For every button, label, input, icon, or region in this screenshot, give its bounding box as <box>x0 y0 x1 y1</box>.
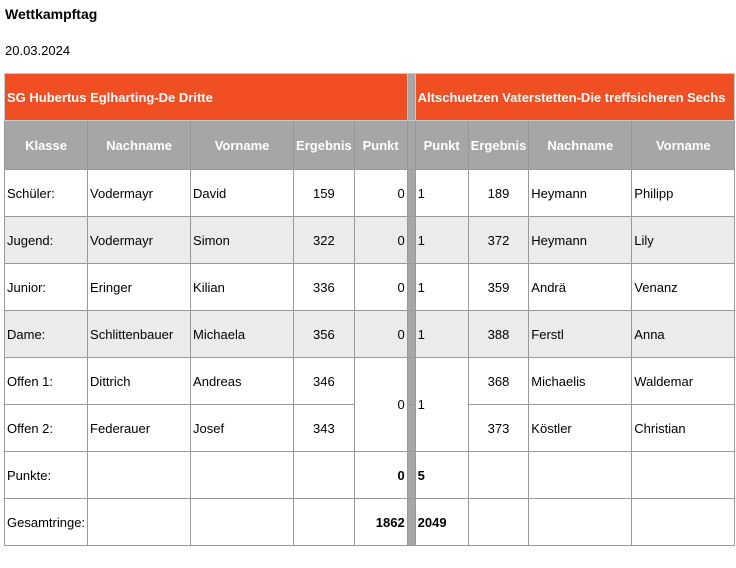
away-punkt-cell: 1 <box>415 217 468 264</box>
home-vorname-cell: Kilian <box>191 264 294 311</box>
home-punkt-cell: 0 <box>354 264 407 311</box>
home-nachname-cell: Dittrich <box>88 358 191 405</box>
page-title: Wettkampftag <box>5 6 98 22</box>
offen-home-punkt-cell: 0 <box>354 358 407 452</box>
away-team-name: Altschuetzen Vaterstetten-Die treffsicheren Sechs <box>415 74 735 121</box>
home-vorname-cell: Michaela <box>191 311 294 358</box>
punkte-label: Punkte: <box>5 452 88 499</box>
away-vorname-cell: Venanz <box>632 264 735 311</box>
home-nachname-cell: Eringer <box>88 264 191 311</box>
column-separator <box>407 452 415 499</box>
home-vorname-cell: David <box>191 170 294 217</box>
home-ergebnis-cell: 159 <box>294 170 355 217</box>
away-nachname-cell: Ferstl <box>529 311 632 358</box>
home-vorname-cell: Simon <box>191 217 294 264</box>
column-header-row <box>5 121 735 170</box>
results-table <box>4 73 735 546</box>
home-ergebnis-cell: 336 <box>294 264 355 311</box>
away-ergebnis-cell: 388 <box>468 311 529 358</box>
match-date: 20.03.2024 <box>5 43 71 58</box>
column-separator <box>407 217 415 264</box>
away-nachname-cell: Heymann <box>529 217 632 264</box>
empty-cell <box>529 499 632 546</box>
empty-cell <box>294 452 355 499</box>
home-vorname-cell: Andreas <box>191 358 294 405</box>
empty-cell <box>191 499 294 546</box>
table-row <box>5 170 735 217</box>
away-nachname-cell: Michaelis <box>529 358 632 405</box>
gesamtringe-label: Gesamtringe: <box>5 499 88 546</box>
home-ergebnis-cell: 346 <box>294 358 355 405</box>
points-row <box>5 452 735 499</box>
away-nachname-cell: Heymann <box>529 170 632 217</box>
away-ergebnis-cell: 372 <box>468 217 529 264</box>
empty-cell <box>294 499 355 546</box>
home-ergebnis-cell: 322 <box>294 217 355 264</box>
away-vorname-cell: Lily <box>632 217 735 264</box>
empty-cell <box>88 452 191 499</box>
klasse-cell: Offen 1: <box>5 358 88 405</box>
table-row <box>5 264 735 311</box>
rings-total-row <box>5 499 735 546</box>
away-punkt-cell: 1 <box>415 311 468 358</box>
klasse-cell: Junior: <box>5 264 88 311</box>
away-vorname-cell: Anna <box>632 311 735 358</box>
header-away-punkt: Punkt <box>415 121 468 170</box>
empty-cell <box>468 499 529 546</box>
away-punkt-cell: 1 <box>415 170 468 217</box>
klasse-cell: Dame: <box>5 311 88 358</box>
column-separator <box>407 170 415 217</box>
header-away-nachname: Nachname <box>529 121 632 170</box>
home-total-rings: 1862 <box>354 499 407 546</box>
home-ergebnis-cell: 356 <box>294 311 355 358</box>
away-vorname-cell: Christian <box>632 405 735 452</box>
home-ergebnis-cell: 343 <box>294 405 355 452</box>
away-vorname-cell: Philipp <box>632 170 735 217</box>
away-ergebnis-cell: 373 <box>468 405 529 452</box>
header-away-vorname: Vorname <box>632 121 735 170</box>
empty-cell <box>468 452 529 499</box>
home-punkt-cell: 0 <box>354 311 407 358</box>
away-total-points: 5 <box>415 452 468 499</box>
column-separator <box>407 405 415 452</box>
klasse-cell: Offen 2: <box>5 405 88 452</box>
away-ergebnis-cell: 368 <box>468 358 529 405</box>
away-nachname-cell: Andrä <box>529 264 632 311</box>
column-separator <box>407 311 415 358</box>
home-nachname-cell: Schlittenbauer <box>88 311 191 358</box>
header-home-punkt: Punkt <box>354 121 407 170</box>
empty-cell <box>632 499 735 546</box>
klasse-cell: Jugend: <box>5 217 88 264</box>
away-total-rings: 2049 <box>415 499 468 546</box>
home-nachname-cell: Federauer <box>88 405 191 452</box>
header-klasse: Klasse <box>5 121 88 170</box>
away-ergebnis-cell: 189 <box>468 170 529 217</box>
column-separator <box>407 74 415 121</box>
home-team-name: SG Hubertus Eglharting-De Dritte <box>5 74 408 121</box>
table-row <box>5 217 735 264</box>
away-punkt-cell: 1 <box>415 264 468 311</box>
column-separator <box>407 121 415 170</box>
table-row <box>5 358 735 405</box>
home-vorname-cell: Josef <box>191 405 294 452</box>
team-header-row <box>5 74 735 121</box>
empty-cell <box>632 452 735 499</box>
column-separator <box>407 499 415 546</box>
column-separator <box>407 358 415 405</box>
offen-away-punkt-cell: 1 <box>415 358 468 452</box>
away-vorname-cell: Waldemar <box>632 358 735 405</box>
home-punkt-cell: 0 <box>354 217 407 264</box>
away-ergebnis-cell: 359 <box>468 264 529 311</box>
home-total-points: 0 <box>354 452 407 499</box>
home-nachname-cell: Vodermayr <box>88 217 191 264</box>
away-nachname-cell: Köstler <box>529 405 632 452</box>
empty-cell <box>191 452 294 499</box>
home-punkt-cell: 0 <box>354 170 407 217</box>
empty-cell <box>529 452 632 499</box>
home-nachname-cell: Vodermayr <box>88 170 191 217</box>
header-home-vorname: Vorname <box>191 121 294 170</box>
table-row <box>5 311 735 358</box>
klasse-cell: Schüler: <box>5 170 88 217</box>
header-home-ergebnis: Ergebnis <box>294 121 355 170</box>
column-separator <box>407 264 415 311</box>
empty-cell <box>88 499 191 546</box>
header-home-nachname: Nachname <box>88 121 191 170</box>
header-away-ergebnis: Ergebnis <box>468 121 529 170</box>
